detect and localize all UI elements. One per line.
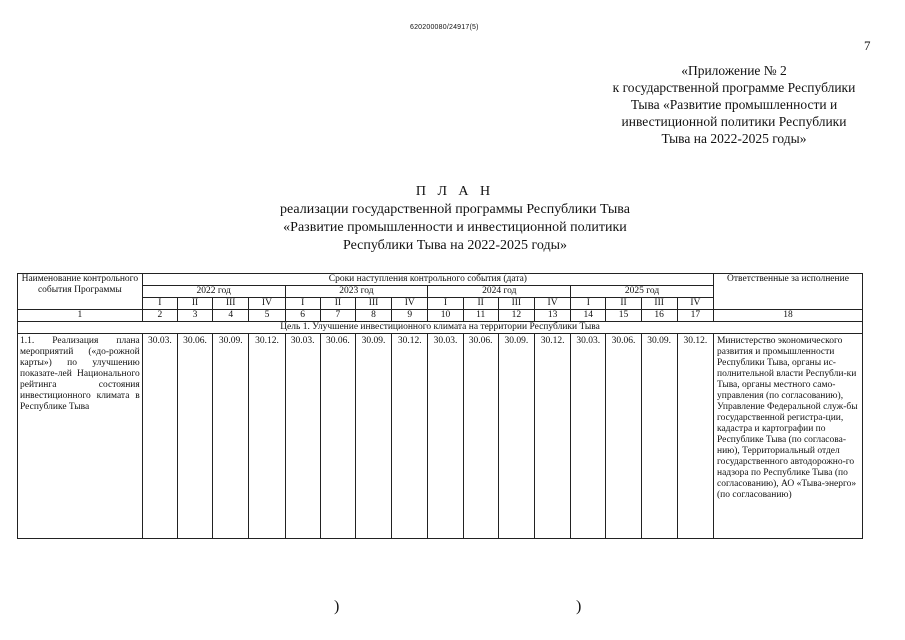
date-cell: 30.12.	[249, 334, 285, 539]
plan-subtitle-line: Республики Тыва на 2022-2025 годы»	[342, 238, 568, 253]
plan-title: П Л А Н	[415, 184, 495, 199]
quarter-header: III	[498, 298, 534, 310]
pen-mark: )	[576, 598, 582, 615]
column-number: 15	[606, 310, 641, 322]
date-cell: 30.09.	[355, 334, 391, 539]
quarter-header: II	[463, 298, 498, 310]
plan-subtitle-line: «Развитие промышленности и инвестиционной политики	[283, 220, 627, 235]
date-cell: 30.03.	[428, 334, 463, 539]
date-cell: 30.03.	[142, 334, 177, 539]
year-header: 2023 год	[285, 286, 428, 298]
quarter-header: IV	[392, 298, 428, 310]
quarter-header: I	[285, 298, 320, 310]
goal-row: Цель 1. Улучшение инвестиционного климата на территории Республики Тыва	[18, 322, 863, 334]
column-number: 9	[392, 310, 428, 322]
column-number: 14	[571, 310, 606, 322]
column-header-period: Сроки наступления контрольного события (дата)	[142, 274, 713, 286]
appendix-line: «Приложение № 2	[681, 63, 787, 78]
event-name-cell: 1.1. Реализация плана мероприятий («до-рожной карты») по улучшению показате-лей Национального рейтинга состояния инвестиционного климата в Республике Тыва	[18, 334, 143, 539]
date-cell: 30.06.	[463, 334, 498, 539]
column-header-name: Наименование контрольного события Программы	[18, 274, 143, 310]
column-number: 8	[355, 310, 391, 322]
column-number: 2	[142, 310, 177, 322]
pen-mark: )	[334, 598, 340, 615]
quarter-header: I	[428, 298, 463, 310]
quarter-header: IV	[534, 298, 570, 310]
column-number: 11	[463, 310, 498, 322]
page-number: 7	[864, 38, 871, 53]
column-number: 13	[534, 310, 570, 322]
year-header: 2025 год	[571, 286, 714, 298]
quarter-header: II	[177, 298, 212, 310]
column-number: 4	[213, 310, 249, 322]
column-number: 16	[641, 310, 677, 322]
quarter-header: III	[641, 298, 677, 310]
appendix-line: к государственной программе Республики	[612, 80, 856, 95]
date-cell: 30.09.	[498, 334, 534, 539]
column-number: 5	[249, 310, 285, 322]
responsible-cell: Министерство экономического развития и промышленности Республики Тыва, органы ис-полнительной власти Республи-ки Тыва, органы местного само-управления (по согласованию), Управление Федеральной служ-бы государственной регистра-ции, кадастра и картографии по Республике Тыва (по согласова-нию), Территориальный отдел государственного автодорожно-го надзора по Республике Тыва (по согласованию), АО «Тыва-энерго» (по согласованию)	[713, 334, 862, 539]
appendix-line: Тыва «Развитие промышленности и	[630, 97, 838, 112]
quarter-header: III	[213, 298, 249, 310]
appendix-line: инвестиционной политики Республики	[621, 114, 847, 129]
plan-subtitle-line: реализации государственной программы Республики Тыва	[280, 202, 630, 217]
column-number: 18	[713, 310, 862, 322]
date-cell: 30.06.	[320, 334, 355, 539]
column-number: 3	[177, 310, 212, 322]
column-header-responsible: Ответственные за исполнение	[713, 274, 862, 310]
quarter-header: IV	[677, 298, 713, 310]
date-cell: 30.09.	[213, 334, 249, 539]
column-number: 1	[18, 310, 143, 322]
date-cell: 30.03.	[285, 334, 320, 539]
quarter-header: III	[355, 298, 391, 310]
year-header: 2022 год	[142, 286, 285, 298]
quarter-header: II	[320, 298, 355, 310]
date-cell: 30.12.	[534, 334, 570, 539]
table-row	[18, 334, 863, 539]
column-number: 7	[320, 310, 355, 322]
quarter-header: I	[142, 298, 177, 310]
column-number: 12	[498, 310, 534, 322]
column-number: 10	[428, 310, 463, 322]
date-cell: 30.12.	[677, 334, 713, 539]
column-number: 17	[677, 310, 713, 322]
quarter-header: IV	[249, 298, 285, 310]
quarter-header: II	[606, 298, 641, 310]
document-id: 620200080/24917(5)	[410, 24, 479, 31]
date-cell: 30.09.	[641, 334, 677, 539]
date-cell: 30.03.	[571, 334, 606, 539]
appendix-block	[588, 62, 880, 147]
date-cell: 30.06.	[177, 334, 212, 539]
date-cell: 30.06.	[606, 334, 641, 539]
quarter-header: I	[571, 298, 606, 310]
plan-table	[17, 273, 863, 539]
date-cell: 30.12.	[392, 334, 428, 539]
column-number: 6	[285, 310, 320, 322]
plan-heading	[200, 183, 710, 255]
year-header: 2024 год	[428, 286, 571, 298]
appendix-line: Тыва на 2022-2025 годы»	[661, 131, 807, 146]
